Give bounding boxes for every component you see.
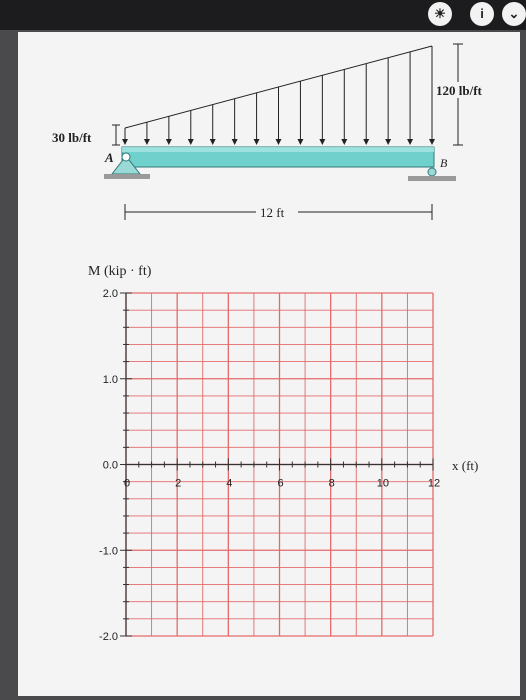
moment-chart [88, 264, 478, 643]
x-tick-labels [124, 478, 440, 490]
roller-support-b [408, 168, 456, 181]
load-arrowhead [363, 139, 369, 145]
load-arrowhead [166, 139, 172, 145]
span-label: 12 ft [260, 205, 285, 220]
y-tick-labels [99, 288, 118, 643]
load-arrowhead [319, 139, 325, 145]
load-arrowhead [122, 139, 128, 145]
chevron-down-icon[interactable]: ⌄ [502, 2, 526, 26]
x-tick-label: 12 [427, 477, 441, 490]
load-arrowhead [407, 139, 413, 145]
distributed-load-arrows [122, 46, 435, 145]
x-axis-label: x (ft) [452, 458, 479, 473]
x-tick-label: 6 [277, 477, 284, 490]
x-tick-label: 2 [175, 477, 182, 490]
load-arrowhead [232, 139, 238, 145]
y-axis-label: M (kip · ft) [88, 264, 152, 279]
y-tick-label: 2.0 [102, 288, 118, 300]
x-tick-label: 4 [226, 477, 233, 490]
support-b-label: B [440, 156, 448, 170]
load-arrowhead [144, 139, 150, 145]
left-load-label: 30 lb/ft [52, 130, 92, 145]
info-icon[interactable]: i [470, 2, 494, 26]
load-arrowhead [188, 139, 194, 145]
x-tick-label: 10 [376, 477, 389, 490]
load-arrowhead [297, 139, 303, 145]
load-arrowhead [429, 139, 435, 145]
beam-and-moment-diagram [18, 32, 520, 696]
load-arrowhead [276, 139, 282, 145]
y-tick-label: -1.0 [99, 545, 118, 558]
y-tick-label: 0.0 [102, 459, 118, 472]
lightbulb-icon[interactable]: ☀ [428, 2, 452, 26]
load-arrowhead [254, 139, 260, 145]
support-a-label: A [105, 150, 114, 165]
right-load-label: 120 lb/ft [436, 83, 482, 98]
load-arrowhead [385, 139, 391, 145]
problem-sheet [18, 32, 520, 696]
top-toolbar [0, 0, 526, 30]
load-arrowhead [341, 139, 347, 145]
y-tick-label: -2.0 [99, 631, 118, 643]
beam-figure [52, 44, 496, 220]
x-tick-label: 8 [328, 477, 335, 490]
x-tick-label: 0 [123, 477, 131, 490]
y-tick-label: 1.0 [102, 373, 118, 386]
load-arrowhead [210, 139, 216, 145]
